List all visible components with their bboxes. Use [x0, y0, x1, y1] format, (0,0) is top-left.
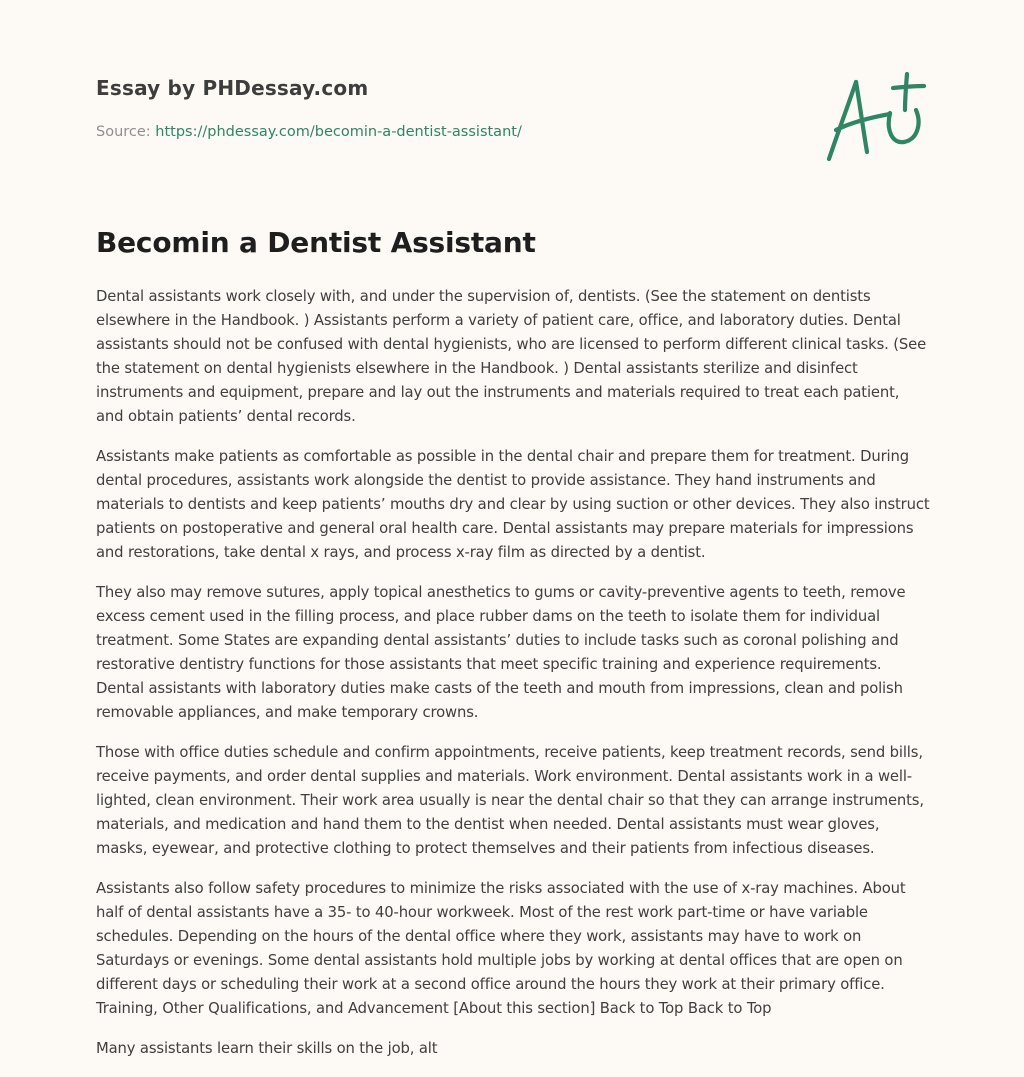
- paragraph: Dental assistants work closely with, and under the supervision of, dentists. (See the statement on dentists elsewhere in the Handbook. ) Assistants perform a variety of patient care, office, and laboratory duties. Dental assistants should not be confused with dental hygienists, who are licensed to perform different clinical tasks. (See the statement on dental hygienists elsewhere in the Handbook. ) Dental assistants sterilize and disinfect instruments and equipment, prepare and lay out the instruments and materials required to treat each patient, and obtain patients’ dental records.: [96, 288, 927, 425]
- paragraph: Assistants make patients as comfortable as possible in the dental chair and prepare them for treatment. During dental procedures, assistants work alongside the dentist to provide assistance. They hand instruments and materials to dentists and keep patients’ mouths dry and clear by using suction or other devices. They also instruct patients on postoperative and general oral health care. Dental assistants may prepare materials for impressions and restorations, take dental x rays, and process x-ray film as directed by a dentist.: [96, 448, 930, 561]
- document-title: Becomin a Dentist Assistant: [96, 226, 536, 259]
- source-link[interactable]: https://phdessay.com/becomin-a-dentist-assistant/: [155, 124, 522, 140]
- site-title: Essay by PHDessay.com: [96, 76, 369, 100]
- paragraph: Many assistants learn their skills on the job, alt: [96, 1040, 438, 1057]
- paragraph: Assistants also follow safety procedures to minimize the risks associated with the use of x-ray machines. About half of dental assistants have a 35- to 40-hour workweek. Most of the rest work part-time or have variable schedules. Depending on the hours of the dental office where they work, assistants may have to work on Saturdays or evenings. Some dental assistants hold multiple jobs by working at dental offices that are open on different days or scheduling their work at a second office around the hours they work at their primary office. Training, Other Qualifications, and Advancement [About this section] Back to Top Back to Top: [96, 880, 906, 1017]
- paragraph: They also may remove sutures, apply topical anesthetics to gums or cavity-preventive agents to teeth, remove excess cement used in the filling process, and place rubber dams on the teeth to isolate them for individual treatment. Some States are expanding dental assistants’ duties to include tasks such as coronal polishing and restorative dentistry functions for those assistants that meet specific training and experience requirements. Dental assistants with laboratory duties make casts of the teeth and mouth from impressions, clean and polish removable appliances, and make temporary crowns.: [96, 584, 906, 721]
- source-line: [96, 124, 522, 140]
- essay-body: [96, 285, 930, 1077]
- source-label: Source:: [96, 124, 156, 140]
- paragraph: Those with office duties schedule and confirm appointments, receive patients, keep treatment records, send bills, receive payments, and order dental supplies and materials. Work environment. Dental assistants work in a well-lighted, clean environment. Their work area usually is near the dental chair so that they can arrange instruments, materials, and medication and hand them to the dentist when needed. Dental assistants must wear gloves, masks, eyewear, and protective clothing to protect themselves and their patients from infectious diseases.: [96, 744, 924, 857]
- a-plus-logo-icon: [820, 66, 928, 166]
